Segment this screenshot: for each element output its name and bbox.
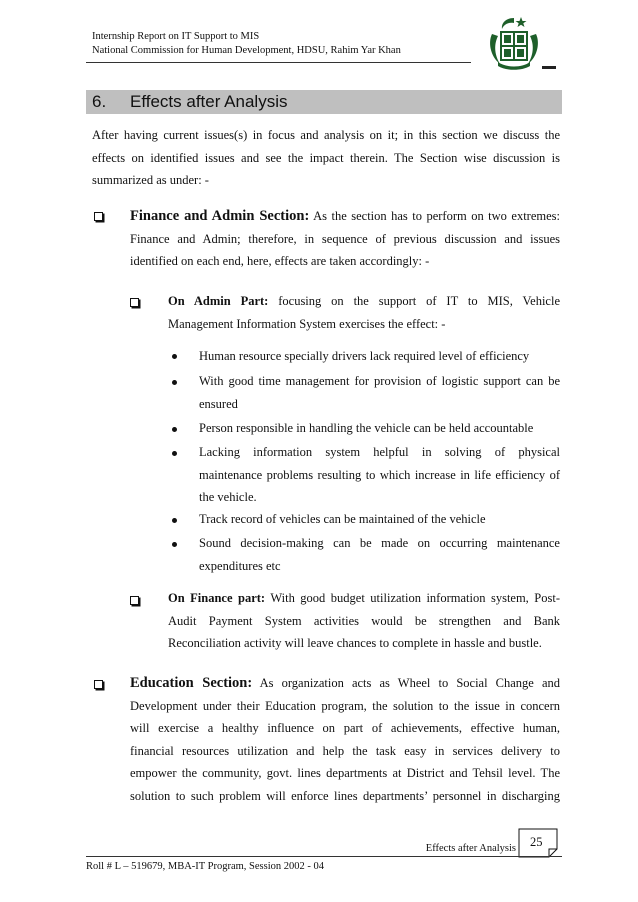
section-heading (86, 90, 562, 114)
bullet-dot-icon (172, 518, 177, 523)
section-number: 6. (92, 92, 107, 111)
bullet-dot-icon (172, 451, 177, 456)
intro-line: effects on identified issues and see the impact therein. The Section wise discussion is (92, 150, 560, 165)
admin-part-heading: On Admin Part: (168, 294, 269, 308)
bullet-dot-icon (172, 427, 177, 432)
education-line: empower the community, govt. lines departments at District and Tehsil level. The (130, 766, 560, 781)
footer-roll-info: Roll # L – 519679, MBA-IT Program, Session 2002 - 04 (86, 861, 324, 872)
bullet-dot-icon (172, 354, 177, 359)
education-line: Development under their Education program, the solution to the issue in concern (130, 698, 560, 713)
admin-part-line: Management Information System exercises the effect: - (168, 316, 446, 331)
checkbox-bullet-icon (94, 680, 103, 689)
education-paragraph (130, 672, 560, 808)
bullet-text: Human resource specially drivers lack required level of efficiency (199, 349, 530, 363)
footer-section-name: Effects after Analysis (425, 843, 516, 854)
education-first-line (130, 672, 560, 695)
footer-rule (86, 856, 562, 857)
education-heading: Education Section: (130, 675, 253, 691)
header-report-title: Internship Report on IT Support to MIS (92, 31, 260, 42)
bullet-text: Lacking information system helpful in solving of physical (199, 445, 560, 459)
finance-part-line: Reconciliation activity will leave chances to complete in hassle and bustle. (168, 636, 542, 651)
bullet-text: Sound decision-making can be made on occurring maintenance (199, 536, 560, 550)
finance-admin-first-line (130, 205, 560, 228)
intro-line: summarized as under: - (92, 173, 209, 188)
admin-part-first-line (168, 290, 560, 313)
education-line: financial resources utilization and help the task easy in services delivery to (130, 743, 560, 758)
pakistan-emblem-icon (484, 12, 544, 72)
finance-part-line: Audit Payment System activities would be strengthen and Bank (168, 613, 560, 628)
finance-part-heading: On Finance part: (168, 591, 266, 605)
admin-bullet-4 (199, 441, 560, 509)
bullet-dot-icon (172, 542, 177, 547)
intro-line: After having current issues(s) in focus and analysis on it; in this section we discuss the (92, 128, 560, 142)
bullet-text: expenditures etc (199, 558, 281, 573)
checkbox-bullet-icon (130, 298, 139, 307)
checkbox-bullet-icon (94, 212, 103, 221)
finance-admin-line: Finance and Admin; therefore, in sequence of previous discussion and issues (130, 231, 560, 246)
admin-part-text: focusing on the support of IT to MIS, Vehicle (268, 294, 560, 308)
admin-bullet-1 (199, 345, 560, 368)
admin-bullet-3 (199, 417, 560, 440)
finance-admin-paragraph (130, 205, 560, 273)
header-organization: National Commission for Human Development, HDSU, Rahim Yar Khan (92, 45, 401, 56)
finance-part-text: With good budget utilization information system, Post- (265, 591, 560, 605)
finance-admin-heading: Finance and Admin Section: (130, 208, 310, 224)
education-line: will exercise a healthy influence on part of achievements, effective human, (130, 721, 560, 736)
checkbox-bullet-icon (130, 596, 139, 605)
admin-part-paragraph (168, 290, 560, 335)
section-title: Effects after Analysis (130, 92, 288, 111)
finance-part-first-line (168, 587, 560, 610)
header-mark (542, 66, 556, 69)
finance-part-paragraph (168, 587, 560, 655)
bullet-text: ensured (199, 396, 238, 411)
page-number: 25 (530, 835, 543, 849)
header-rule (86, 62, 471, 63)
education-text: As organization acts as Wheel to Social Change and (252, 676, 561, 690)
admin-bullet-5 (199, 508, 560, 531)
bullet-text: the vehicle. (199, 490, 257, 505)
bullet-text: maintenance problems resulting to which increase in life efficiency of (199, 467, 560, 482)
finance-admin-text: As the section has to perform on two extremes: (309, 209, 561, 223)
bullet-text: Track record of vehicles can be maintained of the vehicle (199, 512, 486, 526)
admin-bullet-6 (199, 532, 560, 577)
admin-bullet-2 (199, 370, 560, 415)
education-line: solution to such problem will enforce lines departments’ personnel in discharging (130, 788, 560, 803)
bullet-text: With good time management for provision of logistic support can be (199, 374, 560, 388)
intro-paragraph (92, 124, 560, 192)
finance-admin-line: identified on each end, here, effects are taken accordingly: - (130, 254, 430, 269)
bullet-text: Person responsible in handling the vehicle can be held accountable (199, 421, 534, 435)
bullet-dot-icon (172, 380, 177, 385)
